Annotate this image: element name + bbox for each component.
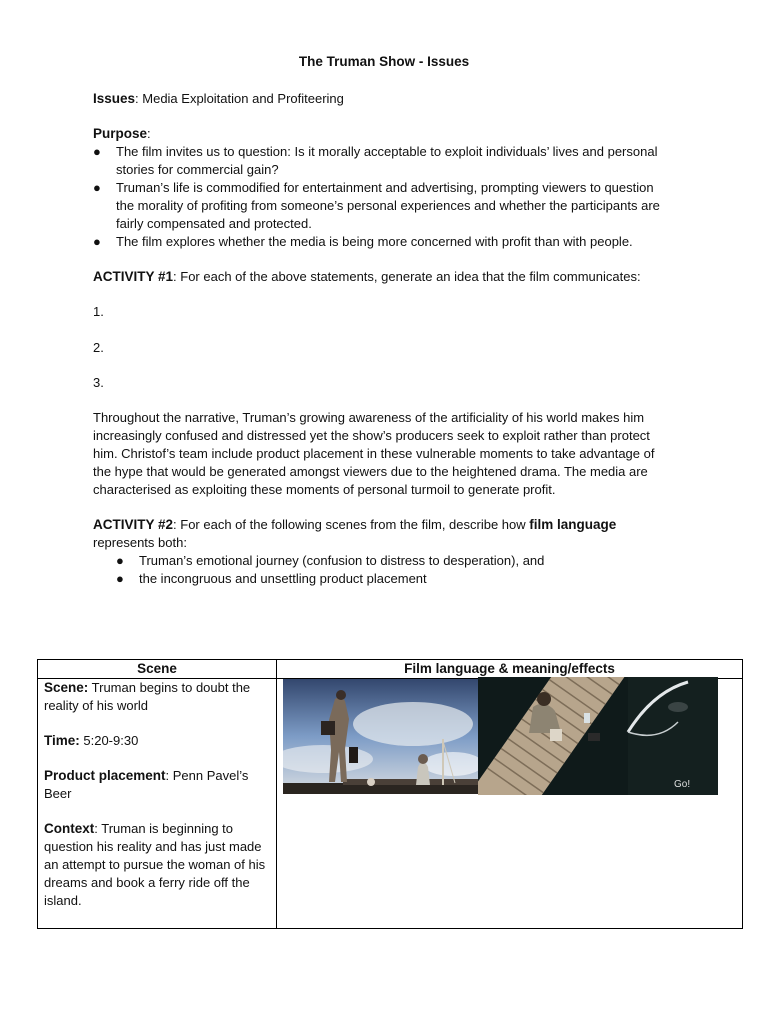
watermark-text: Go! (674, 779, 691, 790)
context-line (44, 820, 270, 910)
answer-number-2: 2. (93, 339, 104, 355)
answer-number-3: 3. (93, 375, 104, 390)
scene-label: Scene: (44, 680, 89, 695)
narrative-paragraph: Throughout the narrative, Truman’s growing awareness of the artificiality of his world makes him increasingly confused and distressed yet the show’s producers seek to exploit rather than protect him. Christof’s team include product placement in these vulnerable moments to take advantage of the hype that would be generated amongst viewers due to the heightened drama. The media are characterised as exploiting these moments of personal turmoil to generate profit. (93, 410, 655, 497)
context-text: : Truman is beginning to question his reality and has just made an attempt to pursue the woman of his dreams and book a ferry ride off the island. (44, 821, 266, 908)
purpose-colon: : (147, 126, 151, 141)
issues-text: : Media Exploitation and Profiteering (135, 91, 344, 106)
purpose-item-2: Truman’s life is commodified for entertainment and advertising, prompting viewers to question the morality of profiting from someone’s personal experiences and whether the participants are fairly compensated and protected. (116, 180, 660, 231)
bullet-icon: ● (93, 234, 101, 249)
product-line (44, 767, 270, 803)
bullet-icon: ● (116, 553, 124, 568)
film-stills (283, 679, 736, 795)
time-line (44, 732, 270, 750)
scene-line (44, 679, 270, 715)
scene-text: Truman begins to doubt the reality of his world (44, 680, 251, 713)
scene-cell (38, 679, 277, 929)
table-header-row (38, 660, 743, 679)
time-text: 5:20-9:30 (79, 733, 139, 748)
purpose-heading (93, 125, 673, 143)
activity2-list (93, 552, 673, 588)
still-dock-overhead-image (478, 677, 718, 795)
film-language-cell[interactable] (277, 679, 743, 929)
list-item (93, 233, 673, 251)
purpose-item-3: The film explores whether the media is being more concerned with profit than with people. (116, 234, 633, 249)
list-item (93, 143, 673, 179)
product-text: : Penn Pavel’s Beer (44, 768, 249, 801)
time-label: Time: (44, 733, 80, 748)
activity1-text: : For each of the above statements, generate an idea that the film communicates: (173, 269, 641, 284)
activity2-label: ACTIVITY #2 (93, 517, 174, 532)
product-label: Product placement (44, 768, 166, 783)
activity2-text-end: represents both: (93, 535, 187, 550)
header-film-language: Film language & meaning/effects (277, 660, 743, 679)
purpose-list (93, 143, 673, 251)
context-label: Context (44, 821, 95, 836)
list-item (116, 570, 673, 588)
list-item (116, 552, 673, 570)
document-body (93, 90, 673, 588)
purpose-item-1: The film invites us to question: Is it morally acceptable to exploit individuals’ lives and personal stories for commercial gain? (116, 144, 658, 177)
purpose-label: Purpose (93, 126, 148, 141)
page-title: The Truman Show - Issues (298, 54, 470, 69)
activity1 (93, 268, 673, 286)
answer-number-1: 1. (93, 304, 104, 319)
issues-label: Issues (93, 91, 136, 106)
header-scene: Scene (38, 660, 277, 679)
list-item (93, 179, 673, 233)
activity2-item-2: the incongruous and unsettling product placement (139, 571, 427, 586)
table-row (38, 679, 743, 929)
scene-table (37, 659, 743, 929)
bullet-icon: ● (93, 180, 101, 195)
bullet-icon: ● (116, 571, 124, 586)
film-language-term: film language (529, 517, 617, 532)
bullet-icon: ● (93, 144, 101, 159)
still-truman-pier-image (283, 679, 478, 794)
activity2-text: : For each of the following scenes from the film, describe how (173, 517, 530, 532)
activity2 (93, 516, 673, 552)
activity2-item-1: Truman’s emotional journey (confusion to distress to desperation), and (139, 553, 545, 568)
issues-line (93, 90, 673, 108)
activity1-label: ACTIVITY #1 (93, 269, 174, 284)
